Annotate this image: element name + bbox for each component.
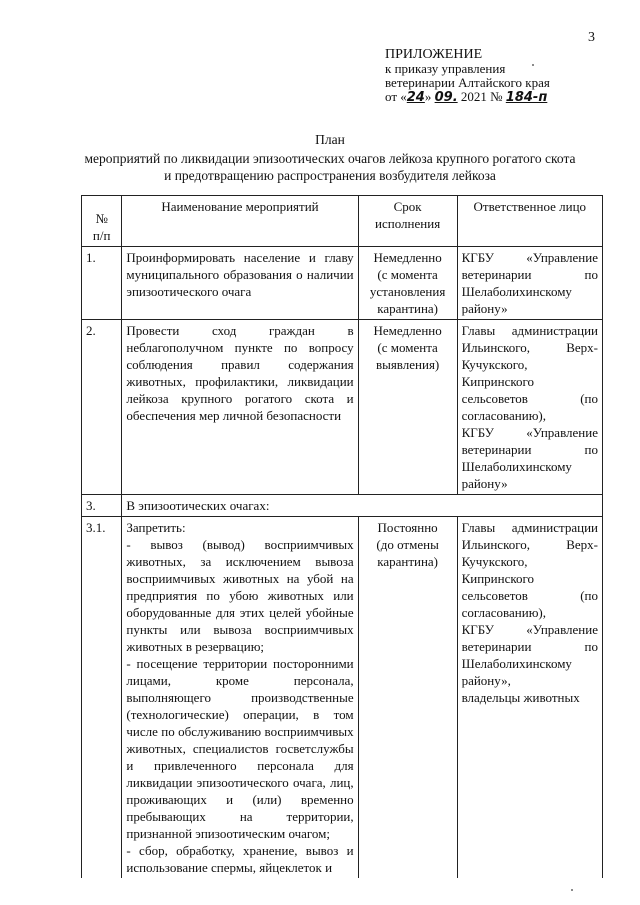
date-prefix: от « [385,89,407,104]
row-term-line: (с момента [377,267,438,282]
row-term-line: (до отмены [376,537,439,552]
row-term [358,247,457,320]
appendix-date-line [385,90,550,105]
row-term-line: выявления) [375,357,440,372]
row-responsible-line: владельцы животных [461,690,580,705]
scan-speck [571,889,573,891]
appendix-line1: к приказу управления [385,61,506,76]
date-month: 09. [434,90,458,105]
date-separator: » [424,89,435,104]
row-measure-line: - посещение территории посторонними лицами, кроме персонала, выполняющего производственные (технологические) операции, в том числе по обслуживанию восприимчивых животных, специалистов госветслужбы и привлеченного персонала для ликвидации эпизоотического очага, лиц, проживающих и (или) временно пребывающих на территории, признанной эпизоотическим очагом; [126,656,354,841]
row-term-line: установления [369,284,446,299]
row-responsible-line: Главы администрации Ильинского, Верх-Кучукского, Кипринского сельсоветов (по согласованию), [461,323,598,423]
row-number: 2. [82,320,122,495]
header-responsible: Ответственное лицо [457,196,602,247]
plan-subtitle-line2: и предотвращению распространения возбудителя лейкоза [164,168,496,183]
row-number: 3. [82,495,122,517]
order-number: 184-п [505,90,548,105]
row-term [358,517,457,879]
table-row [82,495,603,517]
header-number [82,196,122,247]
row-measure-line: - сбор, обработку, хранение, вывоз и использование спермы, яйцеклеток и [126,843,354,875]
measures-table [81,195,603,878]
table-row [82,247,603,320]
row-responsible-line: КГБУ «Управление ветеринарии по Шелаболихинскому району» [461,425,598,491]
header-number-line1: № [95,211,108,226]
appendix-line2: ветеринарии Алтайского края [385,75,550,90]
row-responsible [457,247,602,320]
header-term-line1: Срок [393,199,422,214]
row-measure-line: - вывоз (вывод) восприимчивых животных, за исключением вывоза восприимчивых животных на убой на предприятия по убою животных или оборудованные для этих целей убойные пункты или вывоза восприимчивых животных в резервацию; [126,537,354,654]
plan-subtitle-line1: мероприятий по ликвидации эпизоотических очагов лейкоза крупного рогатого скота [84,151,576,166]
row-section-title: В эпизоотических очагах: [122,495,603,517]
row-responsible-line: Главы администрации Ильинского, Верх-Кучукского, Кипринского сельсоветов (по согласованию), [461,520,598,620]
table-row [82,320,603,495]
row-measure: Провести сход граждан в неблагополучном пункте по вопросу соблюдения правил содержания животных, профилактики, ликвидации лейкоза крупного рогатого скота и обеспечения мер личной безопасности [122,320,358,495]
row-term-line: Немедленно [373,323,442,338]
row-term-line: Немедленно [373,250,442,265]
scan-speck [532,64,534,66]
row-number: 3.1. [82,517,122,879]
header-number-line2: п/п [92,228,111,243]
appendix-block [385,48,550,105]
page-number: 3 [588,30,595,45]
plan-title: План [315,132,345,147]
row-term-line: Постоянно [377,520,438,535]
header-name: Наименование мероприятий [122,196,358,247]
table-header-row [82,196,603,247]
row-responsible-line: КГБУ «Управление ветеринарии по Шелаболихинскому району», [461,622,598,688]
row-measure: Проинформировать население и главу муниципального образования о наличии эпизоотического очага [122,247,358,320]
table-row [82,517,603,879]
row-term-line: карантина) [377,301,439,316]
row-responsible-line: КГБУ «Управление ветеринарии по Шелаболихинскому району» [461,250,598,316]
row-term-line: (с момента [377,340,438,355]
row-responsible [457,517,602,879]
header-term [358,196,457,247]
date-day: 24 [406,90,425,105]
row-term [358,320,457,495]
date-year: 2021 № [457,89,506,104]
row-responsible [457,320,602,495]
row-number: 1. [82,247,122,320]
row-measure-line: Запретить: [126,520,186,535]
row-term-line: карантина) [377,554,439,569]
row-measure [122,517,358,879]
header-term-line2: исполнения [375,216,441,231]
appendix-title: ПРИЛОЖЕНИЕ [385,47,483,62]
